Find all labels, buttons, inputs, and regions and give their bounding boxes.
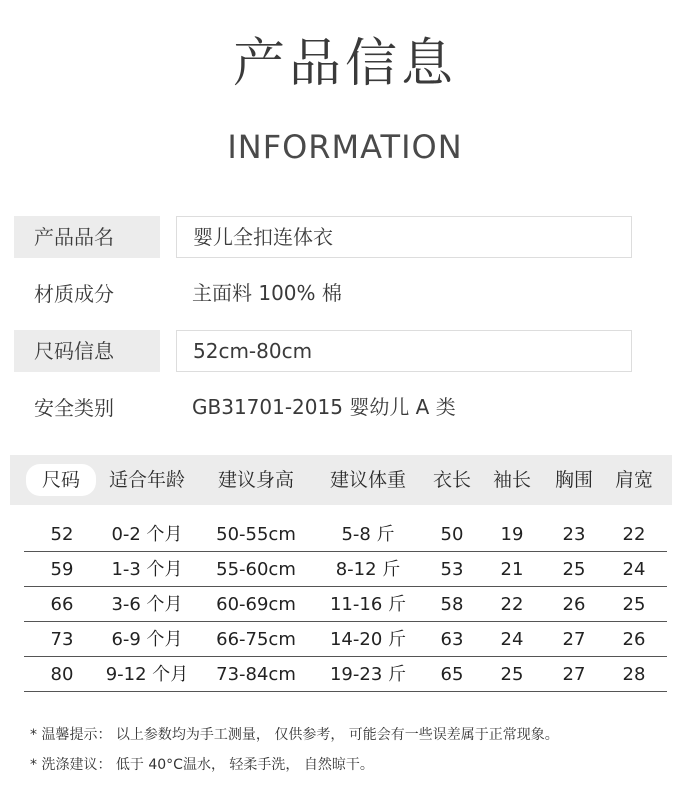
info-label: 产品品名	[14, 216, 160, 258]
table-cell: 53	[440, 559, 464, 580]
table-header-cell: 衣长	[432, 469, 471, 491]
table-cell: 52	[50, 524, 74, 545]
table-cell: 25	[500, 664, 524, 685]
table-cell: 50-55cm	[216, 524, 296, 545]
table-cell: 19	[500, 524, 524, 545]
table-cell: 59	[50, 559, 74, 580]
page-subtitle: INFORMATION	[227, 128, 463, 166]
table-cell: 55-60cm	[216, 559, 296, 580]
table-header-cell: 适合年龄	[108, 469, 185, 491]
table-cell: 63	[440, 629, 464, 650]
table-cell: 73	[50, 629, 74, 650]
info-label: 安全类别	[34, 396, 114, 420]
note-washing: * 洗涤建议： 低于 40°C温水， 轻柔手洗， 自然晾干。	[30, 757, 374, 773]
table-cell: 60-69cm	[216, 594, 296, 615]
table-cell: 65	[440, 664, 464, 685]
notes	[30, 720, 559, 780]
info-label: 材质成分	[34, 282, 114, 306]
table-cell: 11-16 斤	[329, 594, 407, 615]
info-value: 婴儿全扣连体衣	[176, 216, 632, 258]
info-value: 52cm-80cm	[176, 330, 632, 372]
table-cell: 21	[500, 559, 524, 580]
table-cell: 25	[622, 594, 646, 615]
page-title: 产品信息	[232, 34, 457, 94]
table-body	[24, 517, 667, 692]
table-header-cell: 建议体重	[329, 469, 406, 491]
table-cell: 14-20 斤	[329, 629, 407, 650]
table-cell: 58	[440, 594, 464, 615]
table-header-cell: 袖长	[492, 469, 531, 491]
table-header-cell: 肩宽	[614, 469, 653, 491]
table-cell: 19-23 斤	[329, 664, 407, 685]
table-row	[24, 587, 667, 622]
table-cell: 9-12 个月	[105, 664, 189, 685]
table-header-cell: 胸围	[554, 469, 593, 491]
table-cell: 22	[500, 594, 524, 615]
table-cell: 26	[562, 594, 586, 615]
table-header	[10, 455, 672, 505]
note-tip: * 温馨提示： 以上参数均为手工测量， 仅供参考， 可能会有一些误差属于正常现象。	[30, 727, 559, 743]
table-cell: 66	[50, 594, 74, 615]
table-cell: 1-3 个月	[111, 559, 183, 580]
table-cell: 25	[562, 559, 586, 580]
table-row	[24, 517, 667, 552]
table-header-cell: 建议身高	[217, 469, 294, 491]
table-cell: 3-6 个月	[111, 594, 183, 615]
table-cell: 0-2 个月	[111, 524, 183, 545]
table-cell: 73-84cm	[216, 664, 296, 685]
table-cell: 27	[562, 664, 586, 685]
table-cell: 24	[622, 559, 646, 580]
table-cell: 6-9 个月	[111, 629, 183, 650]
table-cell: 27	[562, 629, 586, 650]
table-row	[24, 552, 667, 587]
table-cell: 5-8 斤	[341, 524, 395, 545]
info-label: 尺码信息	[14, 330, 160, 372]
table-cell: 23	[562, 524, 586, 545]
info-value: 主面料 100% 棉	[192, 281, 342, 305]
table-row	[24, 622, 667, 657]
table-cell: 22	[622, 524, 646, 545]
info-value: GB31701-2015 婴幼儿 A 类	[192, 395, 456, 419]
table-cell: 80	[50, 664, 74, 685]
size-table	[10, 455, 672, 685]
table-cell: 24	[500, 629, 524, 650]
table-cell: 66-75cm	[216, 629, 296, 650]
table-cell: 8-12 斤	[335, 559, 401, 580]
table-header-cell: 尺码	[26, 464, 96, 496]
table-row	[24, 657, 667, 692]
table-cell: 26	[622, 629, 646, 650]
table-cell: 50	[440, 524, 464, 545]
table-cell: 28	[622, 664, 646, 685]
